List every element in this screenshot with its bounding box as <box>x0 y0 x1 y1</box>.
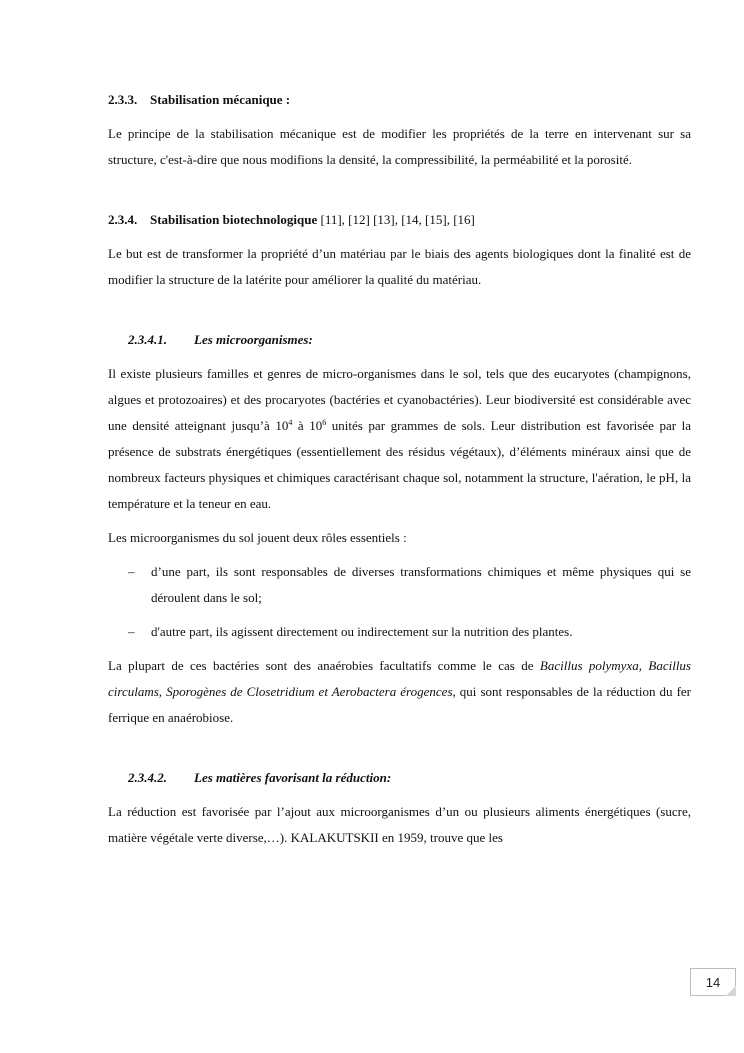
text-run: unités par grammes de sols. Leur distribution est favorisée par la présence de substrats énergétiques (essentiellement des résidus végétaux), d’éléments minéraux ainsi que de nombreux facteurs physiques et chimiques caractérisant chaque sol, notamment la structure, l'aération, le pH, la température et la teneur en eau. <box>108 418 691 511</box>
paragraph-bacteria <box>108 653 691 731</box>
roles-list <box>108 559 691 645</box>
heading-number: 2.3.4.2. <box>128 770 167 785</box>
heading-2-3-3 <box>108 87 691 113</box>
page-content <box>108 87 691 851</box>
heading-number: 2.3.3. <box>108 92 138 107</box>
paragraph-biotech: Le but est de transformer la propriété d’un matériau par le biais des agents biologiques dont la finalité est de modifier la structure de la latérite pour améliorer la qualité du matériau. <box>108 246 691 287</box>
paragraph-mechanical: Le principe de la stabilisation mécanique est de modifier les propriétés de la terre en intervenant sur sa structure, c'est-à-dire que nous modifions la densité, la compressibilité, la perméabilité et la porosité. <box>108 126 691 167</box>
heading-title: Stabilisation mécanique : <box>150 92 291 107</box>
paragraph-roles-intro: Les microorganismes du sol jouent deux rôles essentiels : <box>108 530 407 545</box>
heading-title: Stabilisation biotechnologique <box>150 212 318 227</box>
dash-marker: – <box>128 624 135 639</box>
text-run: La plupart de ces bactéries sont des anaérobies facultatifs comme le cas de <box>108 658 540 673</box>
list-item <box>108 559 691 611</box>
heading-number: 2.3.4. <box>108 212 138 227</box>
heading-number: 2.3.4.1. <box>128 332 167 347</box>
page-number-box: 14 <box>690 968 736 996</box>
heading-title: Les microorganismes: <box>194 332 313 347</box>
exponent: 6 <box>322 418 327 427</box>
text-run: Il existe plusieurs familles et genres de micro-organismes dans le sol, tels que des eucaryotes (champignons, algues et protozoaires) et des procaryotes (bactéries et cyanobactéries). Leur biodiversité est considérable avec une densité atteignant jusqu’à 10 <box>108 366 691 433</box>
heading-2-3-4-1 <box>108 327 691 353</box>
paragraph-microorganisms <box>108 361 691 517</box>
text-run: à 10 <box>292 418 323 433</box>
exponent: 4 <box>288 418 293 427</box>
heading-references: [11], [12] [13], [14, [15], [16] <box>317 212 475 227</box>
dash-marker: – <box>128 564 135 579</box>
heading-2-3-4-2 <box>108 765 691 791</box>
list-item <box>108 619 691 645</box>
paragraph-reduction: La réduction est favorisée par l’ajout aux microorganismes d’un ou plusieurs aliments énergétiques (sucre, matière végétale verte diverse,…). KALAKUTSKII en 1959, trouve que les <box>108 804 691 845</box>
heading-title: Les matières favorisant la réduction: <box>194 770 392 785</box>
list-item-text: d'autre part, ils agissent directement ou indirectement sur la nutrition des plantes. <box>151 624 573 639</box>
text-run: , qui sont responsables de la réduction du fer ferrique en anaérobiose. <box>108 684 691 725</box>
heading-2-3-4 <box>108 207 691 233</box>
list-item-text: d’une part, ils sont responsables de diverses transformations chimiques et même physiques qui se déroulent dans le sol; <box>151 564 691 605</box>
species-names: Bacillus polymyxa, Bacillus circulams, Sporogènes de Closetridium et Aerobactera érogences <box>108 658 691 699</box>
